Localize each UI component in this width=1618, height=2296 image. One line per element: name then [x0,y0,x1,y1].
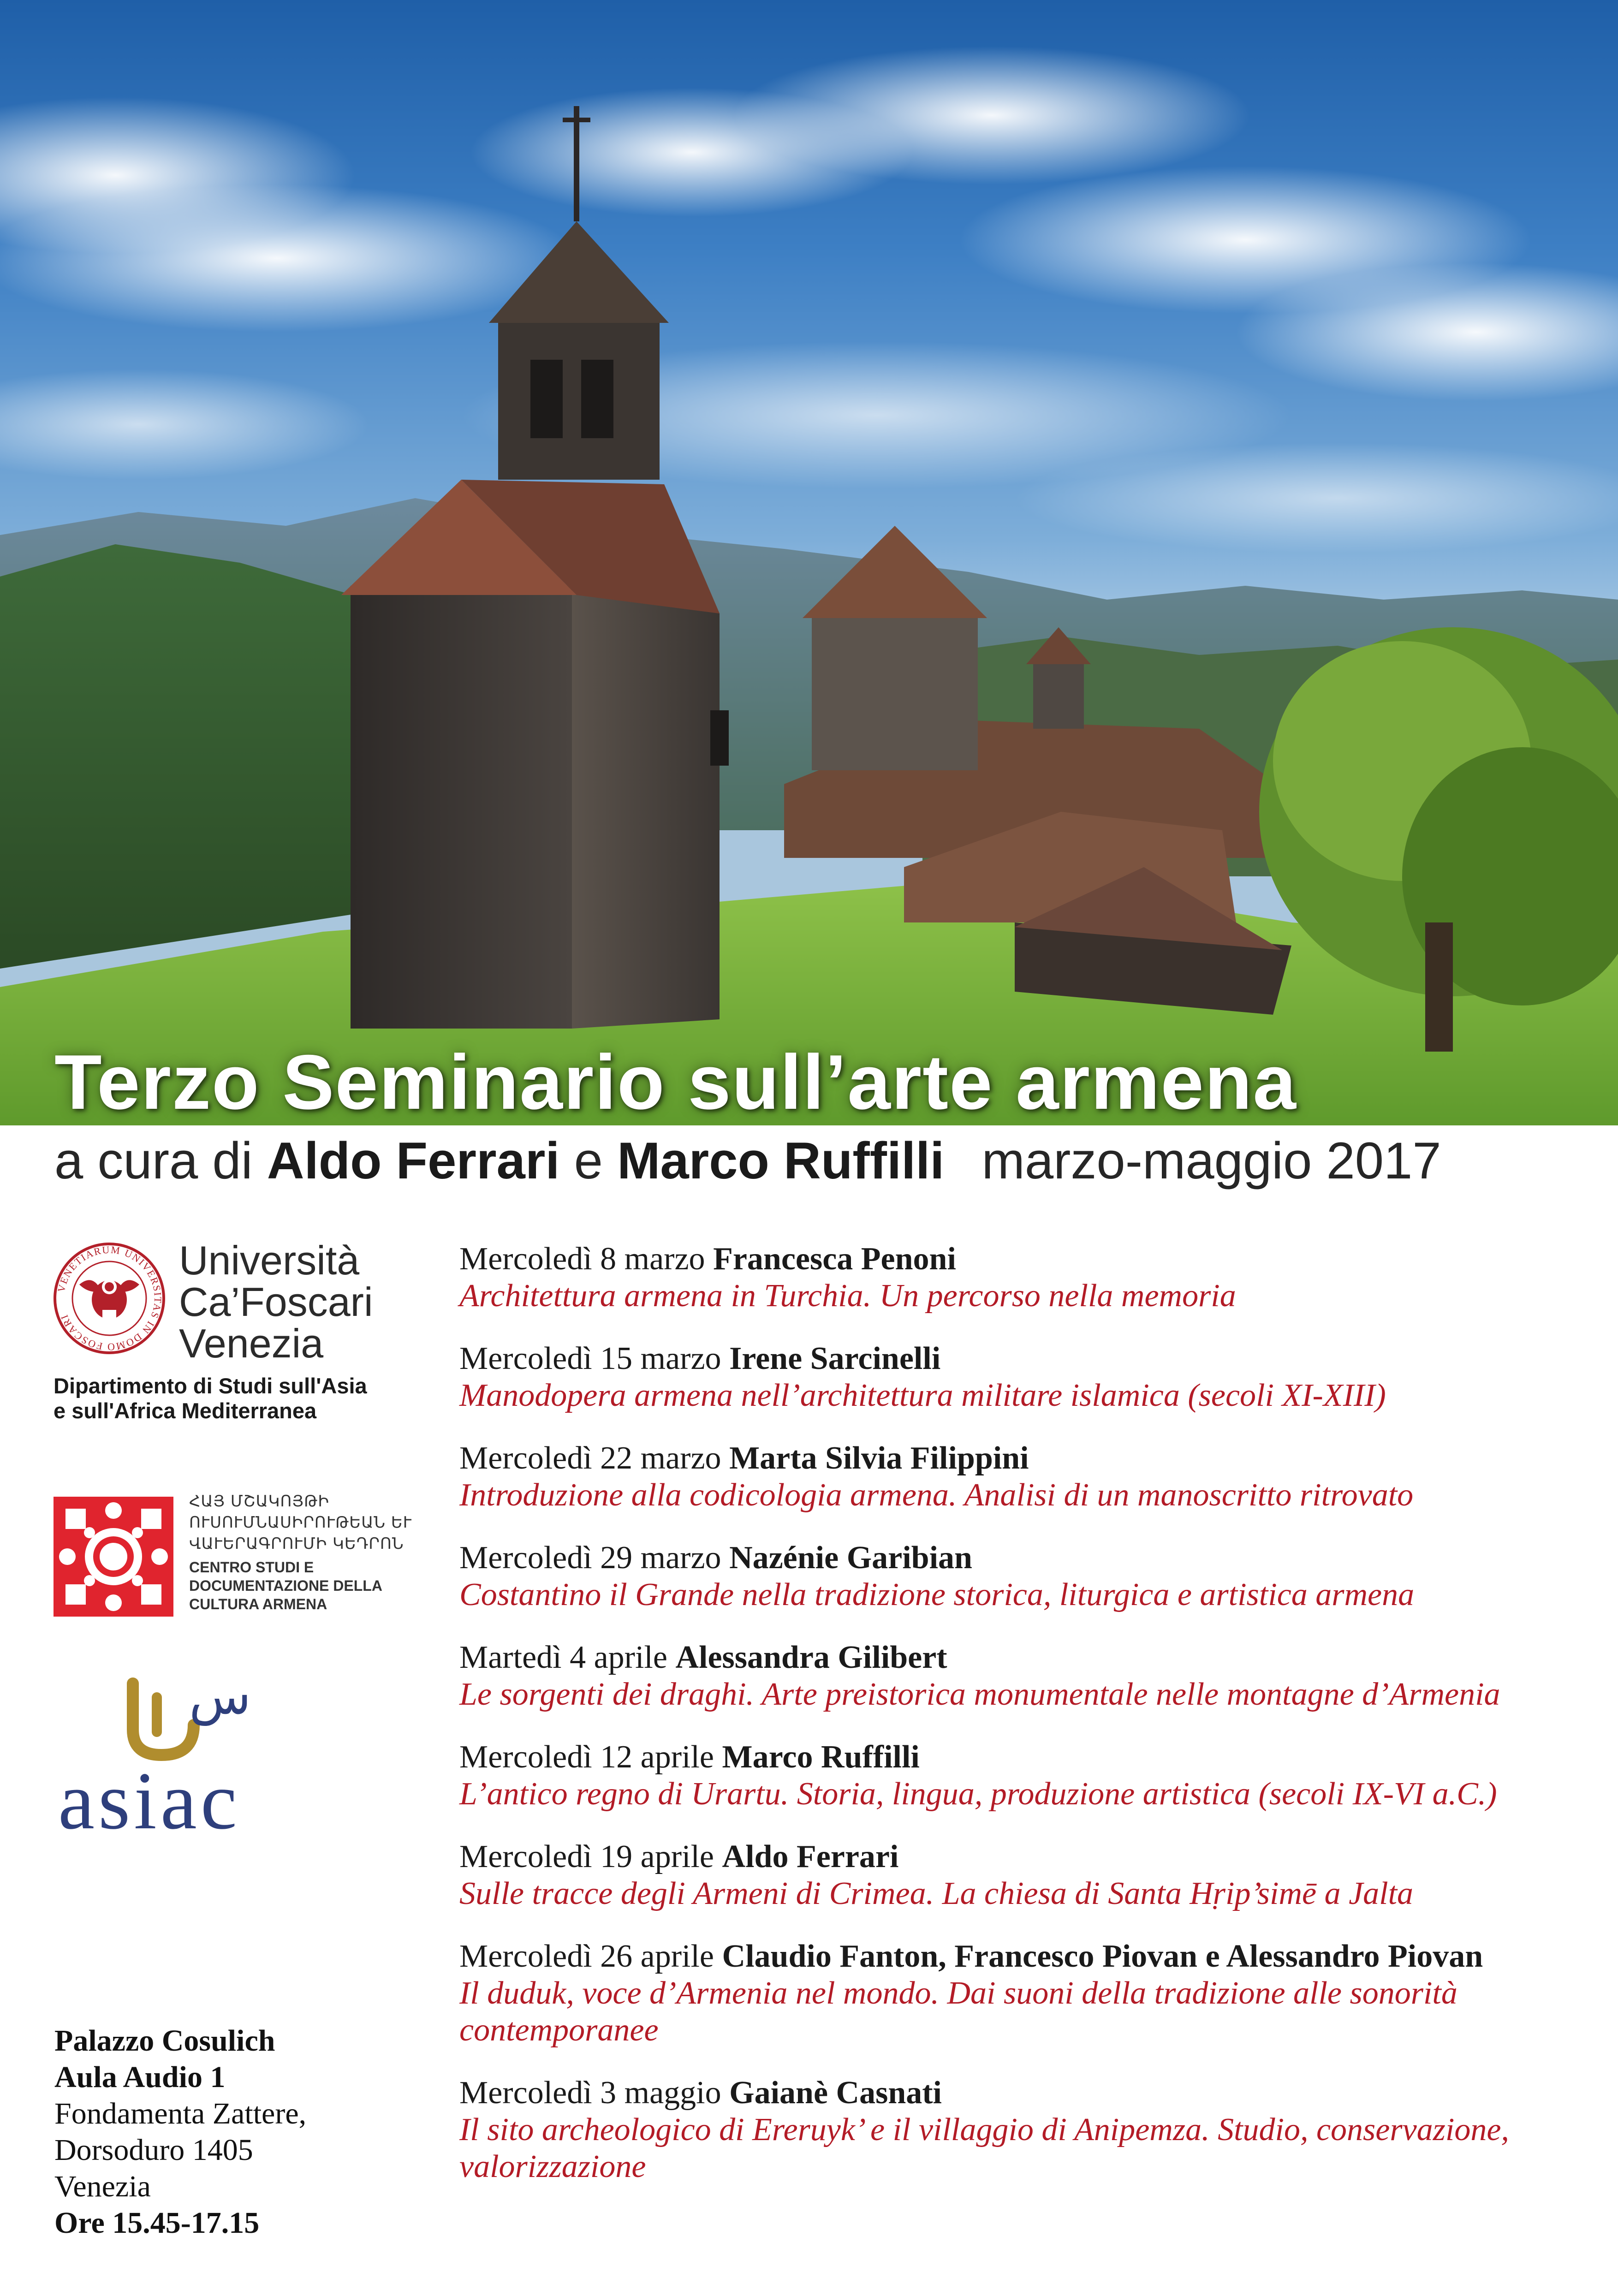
entry-date: Mercoledì 19 aprile [459,1839,714,1874]
entry-title: Il duduk, voce d’Armenia nel mondo. Dai suoni della tradizione alle sonorità contemporanee [459,1975,1457,2048]
unive-name [179,1237,373,1366]
unive-line-2: Ca’Foscari [179,1279,373,1325]
entry-title: Il sito archeologico di Ereruyk’ e il villaggio di Anipemza. Studio, conservazione, valorizzazione [459,2112,1509,2184]
asiac-emblem-icon [125,1666,251,1762]
venue-street: Fondamenta Zattere, [54,2097,307,2130]
entry-date: Mercoledì 8 marzo [459,1241,705,1277]
entry-speaker: Gaianè Casnati [729,2075,942,2111]
csdca-armenian-name [189,1491,412,1554]
clouds [0,46,1618,553]
entry-date: Mercoledì 29 marzo [459,1540,721,1576]
department-name [54,1374,367,1423]
csdca-italian-name [189,1558,382,1613]
program-entry [459,1340,1594,1414]
entry-title: Manodopera armena nell’architettura militare islamica (secoli XI-XIII) [459,1378,1386,1413]
subtitle-prefix: a cura di [54,1132,253,1190]
entry-title: Le sorgenti dei draghi. Arte preistorica monumentale nelle montagne d’Armenia [459,1677,1500,1712]
seminar-program [459,1241,1594,2211]
hero-photo [0,0,1618,1125]
entry-title: Introduzione alla codicologia armena. Analisi di un manoscritto ritrovato [459,1477,1414,1513]
entry-speaker: Marta Silvia Filippini [729,1440,1029,1476]
seal-text: VENETIARUM UNIVERSITAS IN DOMO FOSCARI [55,1243,164,1353]
entry-date: Mercoledì 12 aprile [459,1739,714,1775]
csdca-logo [54,1497,173,1617]
entry-speaker: Alessandra Gilibert [675,1640,947,1675]
csdca-italian-line-1: CENTRO STUDI E [189,1559,314,1576]
subtitle-period: marzo-maggio 2017 [982,1132,1441,1190]
unive-seal-logo [52,1241,167,1356]
venue-number: Dorsoduro 1405 [54,2133,253,2167]
program-entry [459,1838,1594,1912]
venue-building: Palazzo Cosulich [54,2024,275,2058]
asiac-logo-text: asiac [58,1755,241,1846]
monastery-landscape-illustration [0,0,1618,1125]
winged-lion-icon [79,1279,139,1322]
unive-line-3: Venezia [179,1320,324,1366]
program-entry [459,1938,1594,2049]
entry-title: Sulle tracce degli Armeni di Crimea. La chiesa di Santa Hṛip’simē a Jalta [459,1876,1414,1911]
program-entry [459,2075,1594,2185]
csdca-armenian-line-1: ՀԱՅ ՄՇԱԿՈՅԹԻ [189,1492,329,1511]
subtitle [54,1132,1441,1189]
entry-speaker: Aldo Ferrari [722,1839,899,1874]
venue-city: Venezia [54,2170,151,2203]
asiac-mark-glyph: س [189,1666,251,1725]
csdca-italian-line-3: CULTURA ARMENA [189,1596,327,1612]
entry-speaker: Nazénie Garibian [729,1540,972,1576]
entry-speaker: Francesca Penoni [713,1241,956,1277]
venue-info [54,2022,306,2241]
csdca-armenian-line-3: ՎԱՒԵՐԱԳՐՈՒՄԻ ԿԵԴՐՈՆ [189,1535,404,1553]
unive-line-1: Università [179,1237,360,1283]
entry-date: Mercoledì 15 marzo [459,1341,721,1376]
entry-date: Mercoledì 26 aprile [459,1939,714,1974]
curator-2: Marco Ruffilli [617,1132,945,1190]
program-entry [459,1739,1594,1813]
department-line-2: e sull'Africa Mediterranea [54,1398,317,1423]
subtitle-conjunction: e [574,1132,603,1190]
entry-speaker: Marco Ruffilli [722,1739,920,1775]
csdca-armenian-line-2: ՈՒՍՈՒՄՆԱՍԻՐՈՒԹԵԱՆ ԵՒ [189,1513,412,1532]
entry-date: Martedì 4 aprile [459,1640,667,1675]
entry-title: Architettura armena in Turchia. Un percorso nella memoria [459,1278,1236,1314]
program-entry [459,1639,1594,1713]
csdca-italian-line-2: DOCUMENTAZIONE DELLA [189,1577,382,1594]
entry-date: Mercoledì 3 maggio [459,2075,721,2111]
department-line-1: Dipartimento di Studi sull'Asia [54,1374,367,1398]
entry-speaker: Claudio Fanton, Francesco Piovan e Alessandro Piovan [722,1939,1483,1974]
program-entry [459,1440,1594,1514]
entry-speaker: Irene Sarcinelli [729,1341,941,1376]
entry-title: Costantino il Grande nella tradizione storica, liturgica e artistica armena [459,1577,1415,1612]
venue-time: Ore 15.45-17.15 [54,2206,260,2240]
curator-1: Aldo Ferrari [267,1132,560,1190]
entry-title: L’antico regno di Urartu. Storia, lingua, produzione artistica (secoli IX-VI a.C.) [459,1776,1497,1812]
entry-date: Mercoledì 22 marzo [459,1440,721,1476]
program-entry [459,1540,1594,1613]
venue-room: Aula Audio 1 [54,2060,226,2094]
poster-title: Terzo Seminario sull’arte armena [54,1039,1297,1125]
program-entry [459,1241,1594,1315]
